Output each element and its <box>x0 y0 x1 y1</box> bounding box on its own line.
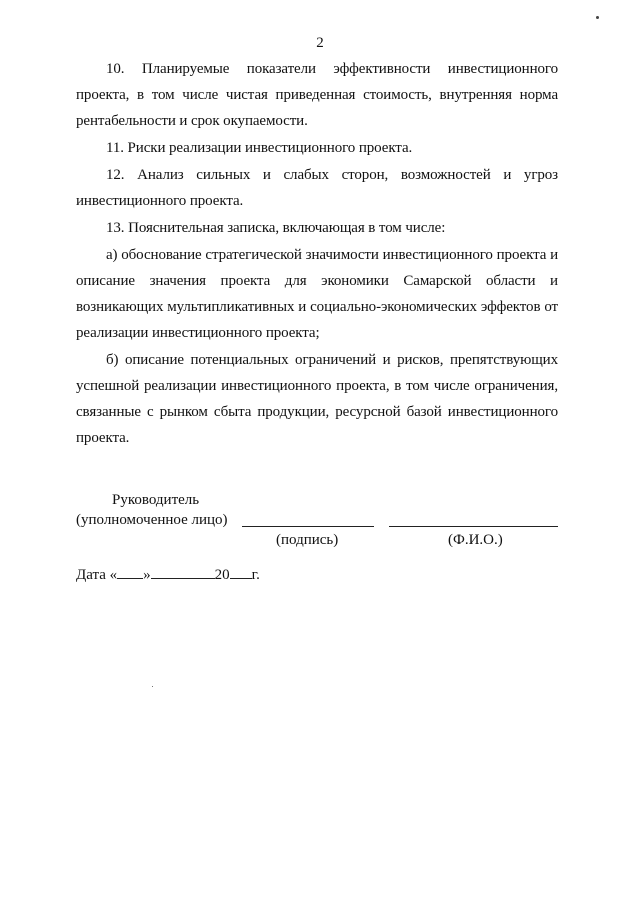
date-year-blank <box>230 564 252 579</box>
date-prefix: Дата « <box>76 567 118 583</box>
scan-speck <box>596 16 599 19</box>
name-line <box>389 526 558 527</box>
signature-caption: (подпись) <box>276 532 339 548</box>
signature-line <box>242 526 374 527</box>
paragraph-item-12: 12. Анализ сильных и слабых сторон, возможностей и угроз инвестиционного проекта. <box>76 167 558 209</box>
paragraph-subitem-b: б) описание потенциальных ограничений и рисков, препятствующих успешной реализации инвестиционного проекта, в том числе ограничения, связанные с рынком сбыта продукции, ресурсной базой инвестиционного проекта. <box>76 352 558 446</box>
signature-role: (уполномоченное лицо) <box>76 512 228 528</box>
name-caption: (Ф.И.О.) <box>448 532 503 548</box>
date-month-blank <box>151 564 215 579</box>
date-day-blank <box>117 564 143 579</box>
date-year-prefix: 20 <box>214 567 230 583</box>
paragraph-item-11: 11. Риски реализации инвестиционного проекта. <box>106 140 413 156</box>
date-quote-close: » <box>143 567 151 583</box>
scan-speck <box>152 686 153 687</box>
paragraph-item-10: 10. Планируемые показатели эффективности инвестиционного проекта, в том числе чистая приведенная стоимость, внутренняя норма рентабельности и срок окупаемости. <box>76 61 558 129</box>
paragraph-item-13: 13. Пояснительная записка, включающая в том числе: <box>106 220 446 236</box>
document-body <box>76 56 558 451</box>
page-number: 2 <box>316 35 324 51</box>
date-field <box>76 564 260 585</box>
paragraph-subitem-a: а) обоснование стратегической значимости инвестиционного проекта и описание значения проекта для экономики Самарской области и возникающих мультипликативных и социально-экономических эффектов от реализации инвестиционного проекта; <box>76 247 558 341</box>
signature-heading: Руководитель <box>112 492 200 508</box>
date-suffix: г. <box>251 567 260 583</box>
